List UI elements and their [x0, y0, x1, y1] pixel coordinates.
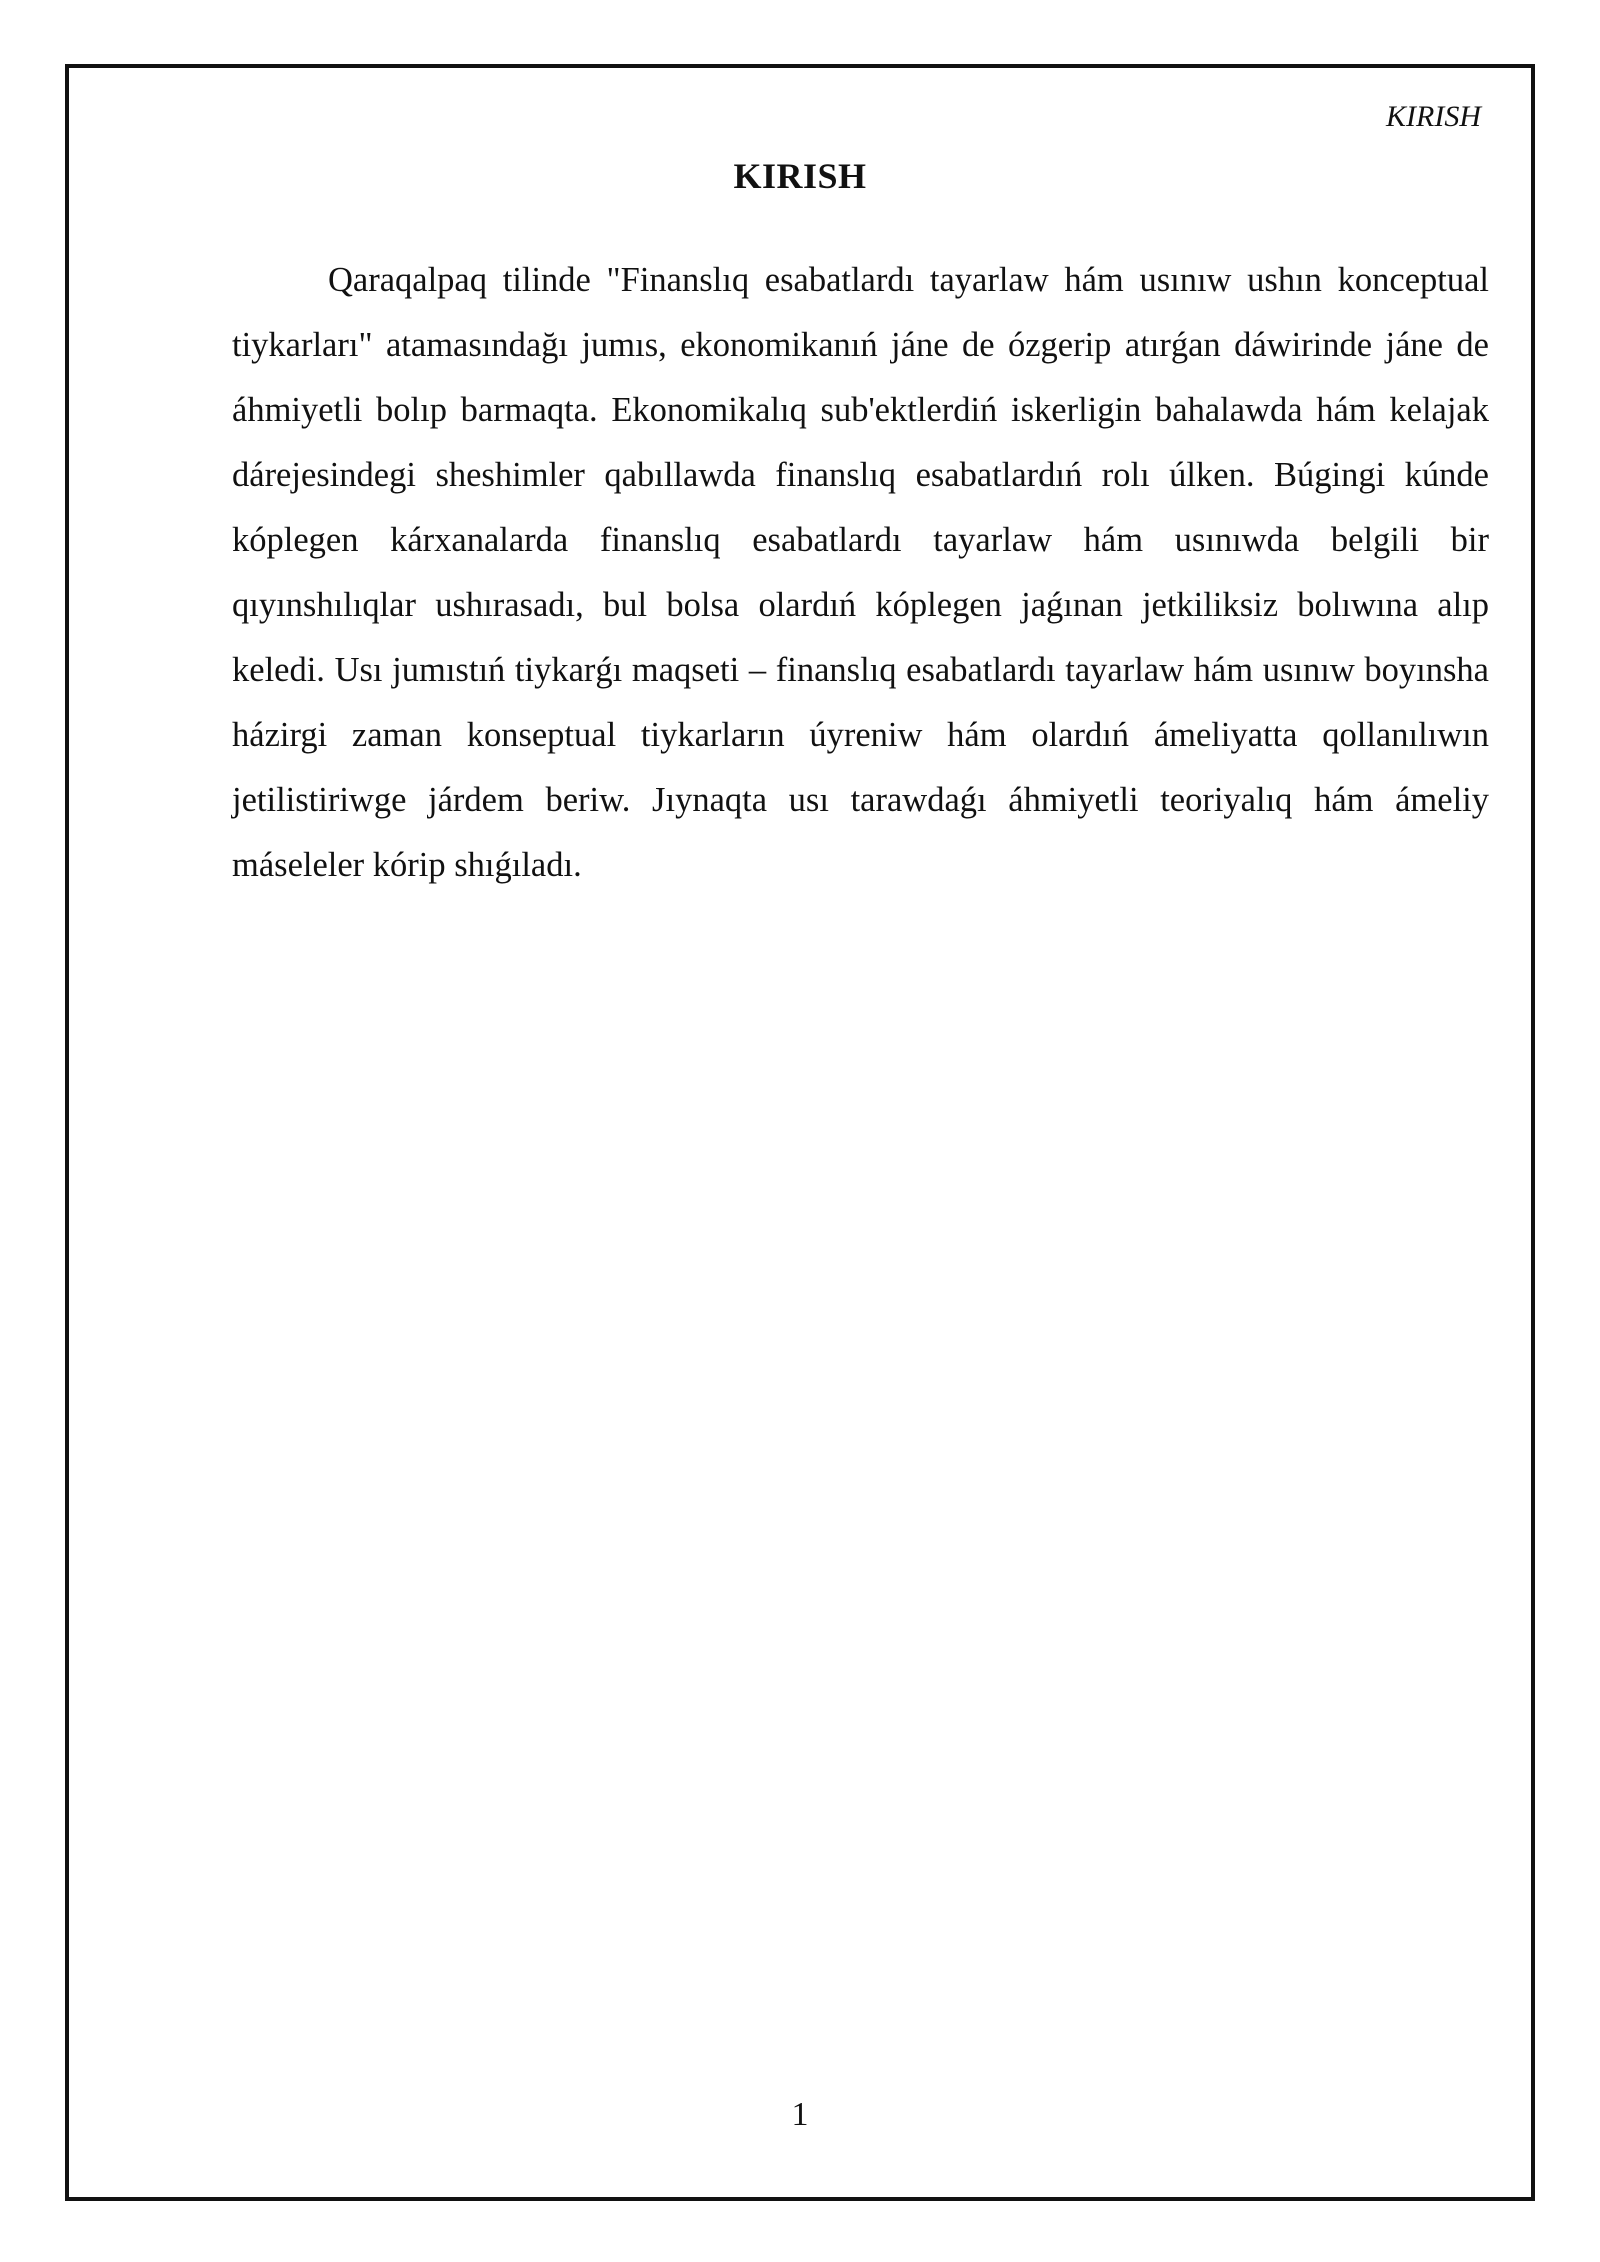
page-frame — [65, 64, 1535, 2201]
running-header: KIRISH — [1386, 100, 1481, 133]
body-paragraph: Qaraqalpaq tilinde "Finanslıq esabatlardı tayarlaw hám usınıw ushın konceptual tiykarları" atamasındağı jumıs, ekonomikanıń jáne de ózgerip atırǵan dáwirinde jáne de áhmiyetli bolıp barmaqta. Ekonomikalıq sub'ektlerdiń iskerligin bahalawda hám kelajak dárejesindegi sheshimler qabıllawda finanslıq esabatlardıń rolı úlken. Búgingi kúnde kóplegen kárxanalarda finanslıq esabatlardı tayarlaw hám usınıwda belgili bir qıyınshılıqlar ushırasadı, bul bolsa olardıń kóplegen jaǵınan jetkiliksiz bolıwına alıp keledi. Usı jumıstıń tiykarǵı maqseti – finanslıq esabatlardı tayarlaw hám usınıw boyınsha házirgi zaman konseptual tiykarların úyreniw hám olardıń ámeliyatta qollanılıwın jetilistiriwge járdem beriw. Jıynaqta usı tarawdaǵı áhmiyetli teoriyalıq hám ámeliy máseleler kórip shıǵıladı. — [232, 261, 1489, 884]
section-title: KIRISH — [733, 156, 867, 196]
page-number: 1 — [791, 2096, 809, 2133]
